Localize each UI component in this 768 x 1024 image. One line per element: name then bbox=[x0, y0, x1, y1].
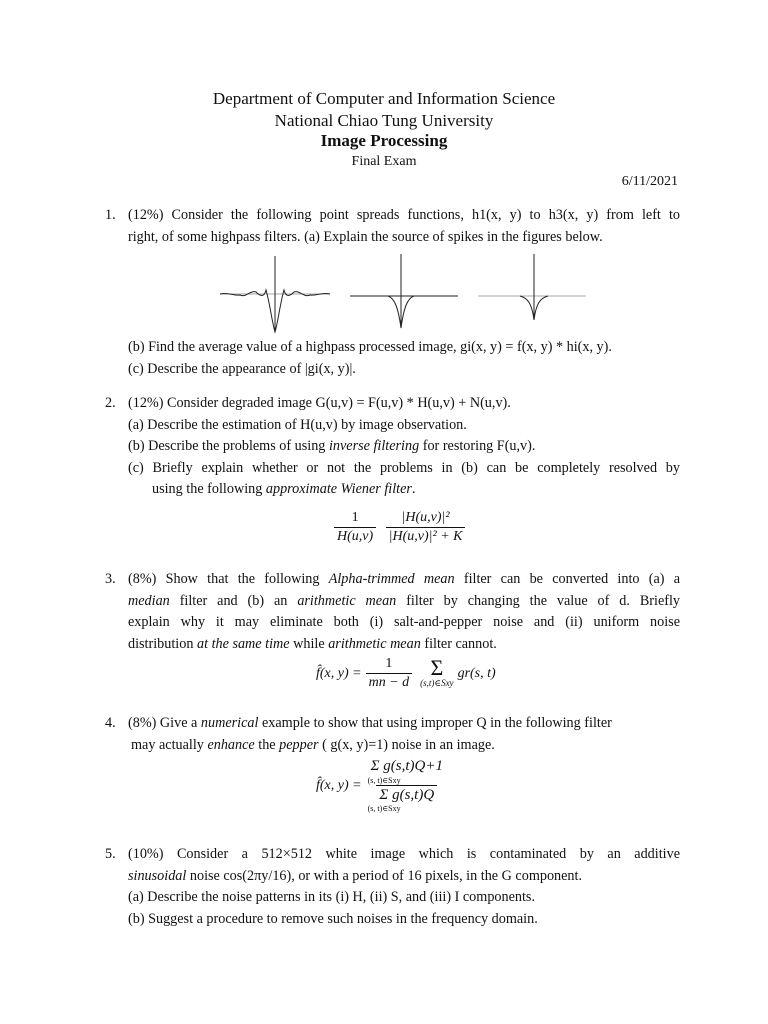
psf-h3-plot bbox=[478, 254, 586, 320]
q5-part-b: (b) Suggest a procedure to remove such noises in the frequency domain. bbox=[128, 910, 538, 927]
exam-date: 6/11/2021 bbox=[621, 174, 678, 189]
course-title: Image Processing bbox=[320, 131, 448, 150]
university-title: National Chiao Tung University bbox=[274, 111, 494, 130]
department-title: Department of Computer and Information Science bbox=[212, 89, 556, 108]
q2-line1: (12%) Consider degraded image G(u,v) = F(u,v) * H(u,v) + N(u,v). bbox=[128, 395, 511, 411]
q3-line1: (8%) Show that the following Alpha-trimmed mean filter can be converted into (a) a bbox=[128, 571, 681, 587]
q4-line2: may actually enhance the pepper ( g(x, y)=1) noise in an image. bbox=[131, 736, 495, 753]
q2-part-c-line1: (c) Briefly explain whether or not the problems in (b) can be completely resolved by bbox=[128, 459, 680, 476]
exam-title: Final Exam bbox=[351, 154, 417, 169]
q2-part-b: (b) Describe the problems of using inverse filtering for restoring F(u,v). bbox=[128, 438, 536, 454]
question-1 bbox=[105, 205, 680, 248]
q5-part-a: (a) Describe the noise patterns in its (i) H, (ii) S, and (iii) I components. bbox=[128, 889, 535, 905]
q4-line1: (8%) Give a numerical example to show that using improper Q in the following filter bbox=[128, 715, 612, 731]
q3-line3: explain why it may eliminate both (i) salt-and-pepper noise and (ii) uniform noise bbox=[128, 614, 680, 630]
q5-line1: (10%) Consider a 512×512 white image which is contaminated by an additive bbox=[128, 846, 680, 862]
q1-line2: right, of some highpass filters. (a) Explain the source of spikes in the figures below. bbox=[128, 228, 603, 245]
question-4 bbox=[105, 713, 680, 756]
contraharmonic-formula: f̂(x, y) = Σ g(s,t)Q+1 (s, t)∈Sxy Σ g(s,t)Q (s, t)∈Sxy bbox=[316, 758, 443, 813]
question-number: 4. bbox=[105, 715, 116, 731]
q1-part-c: (c) Describe the appearance of |gi(x, y)|. bbox=[128, 360, 356, 377]
q3-line2: median filter and (b) an arithmetic mean filter by changing the value of d. Briefly bbox=[128, 592, 681, 609]
question-number: 3. bbox=[105, 571, 116, 587]
question-2 bbox=[105, 393, 680, 501]
wiener-filter-formula: $\frac{1}{H(u,v)}$ $\frac{\text{|H(u,v)|²}}{\text{|H(u,v)|² + K}}$ bbox=[334, 510, 465, 545]
q3-line4: distribution at the same time while arithmetic mean filter cannot. bbox=[128, 635, 497, 652]
q5-line2: sinusoidal noise cos(2πy/16), or with a period of 16 pixels, in the G component. bbox=[128, 867, 583, 884]
q1-line1: (12%) Consider the following point spreads functions, h1(x, y) to h3(x, y) from left to bbox=[128, 207, 680, 223]
alpha-trimmed-formula: f̂(x, y) = $\frac{1}{mn - d}$ Σ (s,t)∈Sxy gr(s, t) bbox=[316, 655, 496, 690]
q2-part-a: (a) Describe the estimation of H(u,v) by image observation. bbox=[128, 416, 467, 433]
psf-h1-plot bbox=[220, 256, 330, 332]
question-number: 2. bbox=[105, 395, 116, 411]
question-number: 1. bbox=[105, 207, 116, 223]
psf-h2-plot bbox=[350, 254, 458, 328]
psf-figures bbox=[220, 252, 590, 334]
q1-part-b: (b) Find the average value of a highpass processed image, gi(x, y) = f(x, y) * hi(x, y). bbox=[128, 339, 612, 355]
question-number: 5. bbox=[105, 846, 116, 862]
question-1-parts bbox=[105, 337, 680, 380]
question-5 bbox=[105, 844, 680, 930]
q2-part-c-line2: using the following approximate Wiener filter. bbox=[152, 481, 416, 497]
question-3 bbox=[105, 569, 680, 655]
